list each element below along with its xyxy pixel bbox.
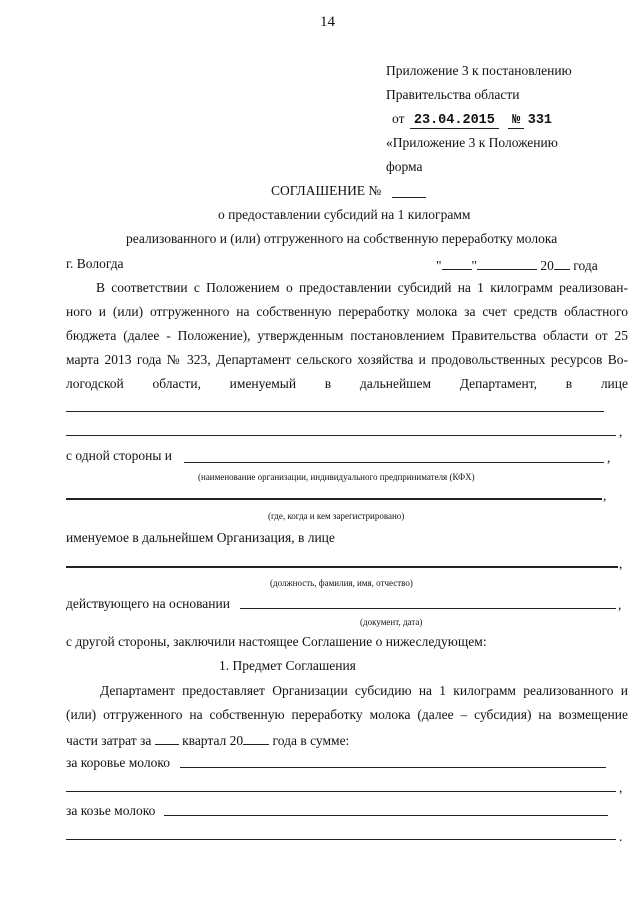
caption-document-date: (документ, дата) [360, 617, 423, 627]
organization-name-line[interactable] [184, 462, 604, 463]
comma-3: , [603, 488, 607, 503]
para1-line3: бюджета (далее - Положение), утвержденным постановлением Правительства области от 25 [66, 328, 628, 343]
month-blank[interactable] [477, 256, 537, 270]
quarter-blank[interactable] [155, 731, 179, 745]
party1-named-as: именуемое в дальнейшем Организация, в лице [66, 530, 335, 545]
header-line-form: форма [386, 159, 423, 174]
department-representative-line-1[interactable] [66, 411, 604, 412]
section1-part-a: части затрат за [66, 733, 152, 748]
section1-line3 [66, 731, 349, 749]
date-line [436, 256, 598, 274]
goat-milk-amount-line[interactable] [164, 815, 608, 816]
header-line-government: Правительства области [386, 87, 520, 102]
comma-6: , [619, 780, 623, 795]
organization-representative-line[interactable] [66, 566, 618, 568]
cow-milk-amount-line-2[interactable] [66, 791, 616, 792]
year-blank[interactable] [554, 256, 570, 270]
section1-line2: (или) отгруженного на собственную переработку молока (далее – субсидия) на возмещение [66, 707, 628, 722]
agreement-subtitle-1: о предоставлении субсидий на 1 килограмм [218, 207, 471, 222]
cow-milk-label: за коровье молоко [66, 755, 170, 770]
date-quote-open: " [436, 258, 442, 273]
place: г. Вологда [66, 256, 124, 271]
section1-heading: 1. Предмет Соглашения [219, 658, 356, 673]
goat-milk-amount-line-2[interactable] [66, 839, 616, 840]
para1-line5: логодской области, именуемый в дальнейшем Департамент, в лице [66, 376, 628, 391]
header-line-appendix: Приложение 3 к постановлению [386, 63, 572, 78]
year-suffix: года [573, 258, 598, 273]
comma-4: , [619, 556, 623, 571]
comma-2: , [607, 450, 611, 465]
para1-line4: марта 2013 года № 323, Департамент сельского хозяйства и продовольственных ресурсов Во- [66, 352, 628, 367]
header-date: 23.04.2015 [410, 113, 499, 129]
goat-milk-label: за козье молоко [66, 803, 156, 818]
section1-part-b: квартал 20 [182, 733, 244, 748]
section1-line1: Департамент предоставляет Организации субсидию на 1 килограмм реализованного и [100, 683, 628, 698]
header-from-label: от [392, 111, 405, 126]
party1-label: с одной стороны и [66, 448, 173, 463]
agreement-title: СОГЛАШЕНИЕ № [271, 183, 382, 198]
year-blank-2[interactable] [243, 731, 269, 745]
page-number: 14 [320, 14, 335, 30]
final-dot: . [619, 829, 623, 844]
para1-line1: В соответствии с Положением о предоставлении субсидий на 1 килограмм реализован- [96, 280, 628, 295]
cow-milk-amount-line[interactable] [180, 767, 606, 768]
caption-organization-name: (наименование организации, индивидуального предпринимателя (КФХ) [198, 472, 475, 482]
header-number-label: № [508, 113, 524, 129]
day-blank[interactable] [442, 256, 472, 270]
acting-basis-label: действующего на основании [66, 596, 230, 611]
header-line-regulation: «Приложение 3 к Положению [386, 135, 558, 150]
caption-position-name: (должность, фамилия, имя, отчество) [270, 578, 413, 588]
agreement-subtitle-2: реализованного и (или) отгруженного на собственную переработку молока [126, 231, 558, 246]
date-quote-close: " [471, 258, 478, 273]
department-representative-line-2[interactable] [66, 435, 616, 436]
header-number: 331 [527, 113, 553, 128]
caption-registration: (где, когда и кем зарегистрировано) [268, 511, 405, 521]
agreement-number-blank[interactable] [392, 197, 426, 198]
comma-1: , [619, 424, 623, 439]
year-prefix: 20 [540, 258, 554, 273]
party2-statement: с другой стороны, заключили настоящее Соглашение о нижеследующем: [66, 634, 487, 649]
section1-part-c: года в сумме: [272, 733, 350, 748]
comma-5: , [618, 597, 622, 612]
header-date-line [392, 111, 552, 129]
para1-line2: ного и (или) отгруженного на собственную переработку молока за счет средств областного [66, 304, 628, 319]
registration-line[interactable] [66, 498, 602, 500]
basis-document-line[interactable] [240, 608, 616, 609]
